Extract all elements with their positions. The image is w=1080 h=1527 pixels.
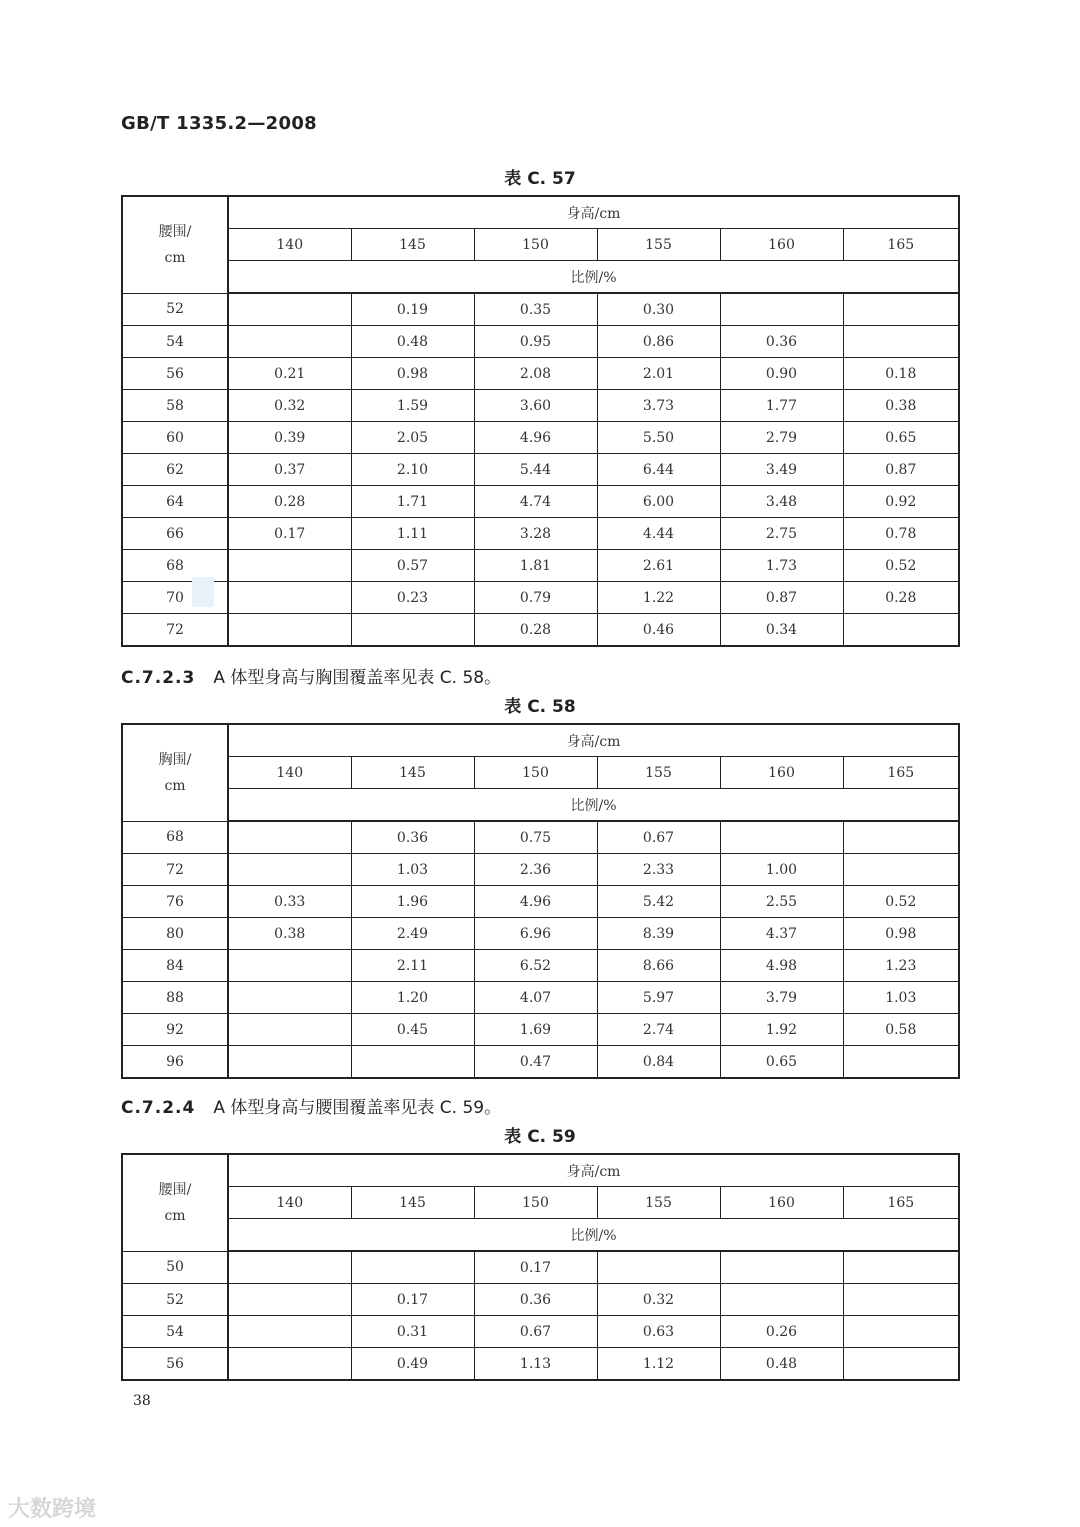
table-cell	[351, 1046, 474, 1079]
table-cell: 5.42	[597, 886, 720, 918]
table-cell: 1.03	[351, 854, 474, 886]
row-key: 60	[122, 422, 228, 454]
table-cell: 2.74	[597, 1014, 720, 1046]
table-cell: 0.31	[351, 1316, 474, 1348]
height-value: 160	[720, 229, 843, 261]
height-value: 165	[843, 757, 959, 789]
table-cell: 1.23	[843, 950, 959, 982]
row-header-cell	[122, 1154, 228, 1251]
table-cell: 2.49	[351, 918, 474, 950]
table-cell	[843, 1316, 959, 1348]
table-cell: 2.10	[351, 454, 474, 486]
table-cell: 6.00	[597, 486, 720, 518]
table-cell: 0.32	[597, 1284, 720, 1316]
table-cell: 2.01	[597, 358, 720, 390]
table-cell: 5.97	[597, 982, 720, 1014]
table-title-c59: 表 C. 59	[504, 1127, 576, 1147]
table-cell: 0.36	[720, 326, 843, 358]
section-number: C.7.2.3	[121, 668, 196, 688]
ratio-row	[122, 789, 959, 822]
height-value: 160	[720, 1187, 843, 1219]
table-cell: 0.63	[597, 1316, 720, 1348]
row-key: 52	[122, 1284, 228, 1316]
table-cell: 0.36	[351, 821, 474, 854]
table-cell	[843, 1046, 959, 1079]
table-row	[122, 1046, 959, 1079]
table-c59	[121, 1153, 960, 1381]
table-cell: 0.48	[720, 1348, 843, 1381]
table-cell: 0.86	[597, 326, 720, 358]
table-cell: 4.37	[720, 918, 843, 950]
table-cell: 1.20	[351, 982, 474, 1014]
table-cell	[228, 614, 351, 647]
table-cell: 1.11	[351, 518, 474, 550]
row-header-line: cm	[164, 249, 186, 266]
header-row	[122, 724, 959, 757]
table-cell: 3.60	[474, 390, 597, 422]
table-cell: 5.50	[597, 422, 720, 454]
table-cell: 6.52	[474, 950, 597, 982]
table-cell: 0.84	[597, 1046, 720, 1079]
table-cell: 4.96	[474, 422, 597, 454]
table-cell	[720, 1284, 843, 1316]
table-cell: 2.08	[474, 358, 597, 390]
table-cell	[843, 1284, 959, 1316]
table-cell: 4.96	[474, 886, 597, 918]
heights-row	[122, 757, 959, 789]
table-cell: 0.92	[843, 486, 959, 518]
heights-row	[122, 229, 959, 261]
standard-code: GB/T 1335.2—2008	[121, 113, 317, 134]
table-cell	[843, 614, 959, 647]
table-cell: 0.23	[351, 582, 474, 614]
section-note-c723	[121, 663, 501, 688]
table-cell: 4.44	[597, 518, 720, 550]
table-cell	[720, 821, 843, 854]
height-value: 140	[228, 757, 351, 789]
row-key: 96	[122, 1046, 228, 1079]
table-row	[122, 454, 959, 486]
row-key: 54	[122, 1316, 228, 1348]
row-key: 76	[122, 886, 228, 918]
table-cell: 0.79	[474, 582, 597, 614]
ratio-label: 比例/%	[228, 789, 959, 822]
row-header-line: cm	[164, 777, 186, 794]
height-value: 145	[351, 1187, 474, 1219]
row-key: 58	[122, 390, 228, 422]
table-row	[122, 422, 959, 454]
table-cell: 0.38	[228, 918, 351, 950]
table-cell: 0.87	[843, 454, 959, 486]
height-value: 160	[720, 757, 843, 789]
row-key: 92	[122, 1014, 228, 1046]
table-cell	[597, 1251, 720, 1284]
table-cell	[228, 326, 351, 358]
table-cell: 1.12	[597, 1348, 720, 1381]
page-number: 38	[133, 1393, 151, 1409]
table-cell: 1.92	[720, 1014, 843, 1046]
table-cell: 0.95	[474, 326, 597, 358]
table-c57	[121, 195, 960, 647]
table-cell: 0.28	[474, 614, 597, 647]
table-cell: 0.98	[843, 918, 959, 950]
height-value: 165	[843, 1187, 959, 1219]
height-value: 155	[597, 229, 720, 261]
table-cell: 0.47	[474, 1046, 597, 1079]
row-key: 70	[122, 582, 228, 614]
table-cell: 0.49	[351, 1348, 474, 1381]
table-cell: 1.81	[474, 550, 597, 582]
table-row	[122, 293, 959, 326]
table-cell: 0.35	[474, 293, 597, 326]
table-cell: 3.49	[720, 454, 843, 486]
row-key: 54	[122, 326, 228, 358]
height-value: 145	[351, 757, 474, 789]
table-cell: 0.45	[351, 1014, 474, 1046]
table-cell: 0.34	[720, 614, 843, 647]
row-key: 66	[122, 518, 228, 550]
table-cell: 0.36	[474, 1284, 597, 1316]
row-header-cell	[122, 724, 228, 821]
table-cell: 1.22	[597, 582, 720, 614]
table-row	[122, 518, 959, 550]
row-key: 88	[122, 982, 228, 1014]
table-cell: 0.21	[228, 358, 351, 390]
table-cell	[720, 293, 843, 326]
row-key: 68	[122, 550, 228, 582]
table-cell: 0.67	[597, 821, 720, 854]
table-cell: 1.03	[843, 982, 959, 1014]
table-cell: 0.17	[351, 1284, 474, 1316]
table-cell	[843, 326, 959, 358]
table-cell	[228, 821, 351, 854]
table-cell	[228, 1014, 351, 1046]
ratio-label: 比例/%	[228, 261, 959, 294]
table-cell	[351, 614, 474, 647]
height-value: 155	[597, 1187, 720, 1219]
table-cell	[843, 1348, 959, 1381]
table-cell	[843, 1251, 959, 1284]
row-key: 62	[122, 454, 228, 486]
height-value: 155	[597, 757, 720, 789]
row-key: 72	[122, 854, 228, 886]
table-row	[122, 982, 959, 1014]
table-cell	[228, 1284, 351, 1316]
header-row	[122, 1154, 959, 1187]
table-cell: 4.98	[720, 950, 843, 982]
table-row	[122, 486, 959, 518]
height-label: 身高/cm	[228, 724, 959, 757]
table-row	[122, 1014, 959, 1046]
row-header-line: 腰围/	[158, 223, 192, 240]
table-cell: 0.30	[597, 293, 720, 326]
table-cell: 0.19	[351, 293, 474, 326]
height-value: 140	[228, 1187, 351, 1219]
table-cell: 0.39	[228, 422, 351, 454]
section-text: A 体型身高与腰围覆盖率见表 C. 59。	[213, 1098, 502, 1118]
table-cell: 0.52	[843, 886, 959, 918]
table-cell: 3.79	[720, 982, 843, 1014]
row-key: 50	[122, 1251, 228, 1284]
table-cell: 2.36	[474, 854, 597, 886]
table-row	[122, 854, 959, 886]
heights-row	[122, 1187, 959, 1219]
table-cell: 0.38	[843, 390, 959, 422]
table-cell: 0.57	[351, 550, 474, 582]
table-row	[122, 390, 959, 422]
row-key: 56	[122, 1348, 228, 1381]
table-cell	[228, 950, 351, 982]
section-number: C.7.2.4	[121, 1098, 196, 1118]
table-cell	[228, 1316, 351, 1348]
table-cell: 1.00	[720, 854, 843, 886]
table-cell: 5.44	[474, 454, 597, 486]
table-cell: 0.28	[228, 486, 351, 518]
row-header-line: cm	[164, 1207, 186, 1224]
table-cell: 0.17	[474, 1251, 597, 1284]
table-cell	[228, 982, 351, 1014]
table-cell: 0.78	[843, 518, 959, 550]
table-cell: 0.18	[843, 358, 959, 390]
table-row	[122, 1251, 959, 1284]
table-row	[122, 358, 959, 390]
row-key: 64	[122, 486, 228, 518]
table-cell: 8.39	[597, 918, 720, 950]
table-cell	[228, 550, 351, 582]
section-text: A 体型身高与胸围覆盖率见表 C. 58。	[213, 668, 502, 688]
table-cell: 2.79	[720, 422, 843, 454]
table-cell: 0.37	[228, 454, 351, 486]
ratio-row	[122, 261, 959, 294]
row-key: 84	[122, 950, 228, 982]
table-cell: 0.32	[228, 390, 351, 422]
table-title-c58: 表 C. 58	[504, 697, 576, 717]
height-value: 145	[351, 229, 474, 261]
table-cell: 1.69	[474, 1014, 597, 1046]
table-cell	[843, 821, 959, 854]
table-cell	[228, 582, 351, 614]
watermark-text: 大数跨境	[8, 1497, 97, 1522]
table-cell: 2.75	[720, 518, 843, 550]
table-row	[122, 326, 959, 358]
table-cell: 1.59	[351, 390, 474, 422]
table-cell: 2.05	[351, 422, 474, 454]
section-note-c724	[121, 1093, 501, 1118]
table-cell	[843, 293, 959, 326]
table-cell	[228, 854, 351, 886]
table-row	[122, 1284, 959, 1316]
height-value: 150	[474, 1187, 597, 1219]
table-cell: 0.65	[720, 1046, 843, 1079]
table-cell: 2.33	[597, 854, 720, 886]
watermark-mark	[192, 577, 214, 607]
table-cell: 0.67	[474, 1316, 597, 1348]
table-cell	[228, 1348, 351, 1381]
table-cell: 0.90	[720, 358, 843, 390]
table-cell: 6.44	[597, 454, 720, 486]
ratio-row	[122, 1219, 959, 1252]
table-cell: 0.75	[474, 821, 597, 854]
height-value: 165	[843, 229, 959, 261]
table-row	[122, 550, 959, 582]
ratio-label: 比例/%	[228, 1219, 959, 1252]
table-cell	[720, 1251, 843, 1284]
table-row	[122, 950, 959, 982]
table-row	[122, 614, 959, 647]
table-cell: 0.17	[228, 518, 351, 550]
table-cell: 1.77	[720, 390, 843, 422]
table-cell: 3.48	[720, 486, 843, 518]
row-key: 68	[122, 821, 228, 854]
table-cell: 0.87	[720, 582, 843, 614]
header-row	[122, 196, 959, 229]
height-label: 身高/cm	[228, 196, 959, 229]
row-header-cell	[122, 196, 228, 293]
table-cell: 1.71	[351, 486, 474, 518]
table-cell: 0.46	[597, 614, 720, 647]
table-cell: 0.48	[351, 326, 474, 358]
table-cell: 3.73	[597, 390, 720, 422]
table-cell: 4.74	[474, 486, 597, 518]
table-cell: 2.11	[351, 950, 474, 982]
height-value: 150	[474, 757, 597, 789]
table-cell: 6.96	[474, 918, 597, 950]
table-cell	[351, 1251, 474, 1284]
table-row	[122, 1348, 959, 1381]
row-header-line: 胸围/	[158, 751, 192, 768]
table-cell	[228, 1046, 351, 1079]
row-key: 52	[122, 293, 228, 326]
table-cell: 1.96	[351, 886, 474, 918]
table-cell: 2.61	[597, 550, 720, 582]
table-cell: 8.66	[597, 950, 720, 982]
row-key: 80	[122, 918, 228, 950]
table-cell	[228, 1251, 351, 1284]
table-row	[122, 1316, 959, 1348]
table-row	[122, 582, 959, 614]
table-row	[122, 886, 959, 918]
row-key: 72	[122, 614, 228, 647]
table-cell: 4.07	[474, 982, 597, 1014]
table-cell: 0.28	[843, 582, 959, 614]
table-c58	[121, 723, 960, 1079]
height-value: 150	[474, 229, 597, 261]
table-cell: 0.33	[228, 886, 351, 918]
table-cell: 2.55	[720, 886, 843, 918]
height-label: 身高/cm	[228, 1154, 959, 1187]
height-value: 140	[228, 229, 351, 261]
row-header-line: 腰围/	[158, 1181, 192, 1198]
table-cell: 0.98	[351, 358, 474, 390]
table-cell: 1.13	[474, 1348, 597, 1381]
row-key: 56	[122, 358, 228, 390]
table-cell	[843, 854, 959, 886]
table-row	[122, 918, 959, 950]
table-cell	[228, 293, 351, 326]
table-title-c57: 表 C. 57	[504, 169, 576, 189]
table-row	[122, 821, 959, 854]
table-cell: 0.65	[843, 422, 959, 454]
table-cell: 0.58	[843, 1014, 959, 1046]
table-cell: 0.26	[720, 1316, 843, 1348]
table-cell: 1.73	[720, 550, 843, 582]
table-cell: 3.28	[474, 518, 597, 550]
table-cell: 0.52	[843, 550, 959, 582]
